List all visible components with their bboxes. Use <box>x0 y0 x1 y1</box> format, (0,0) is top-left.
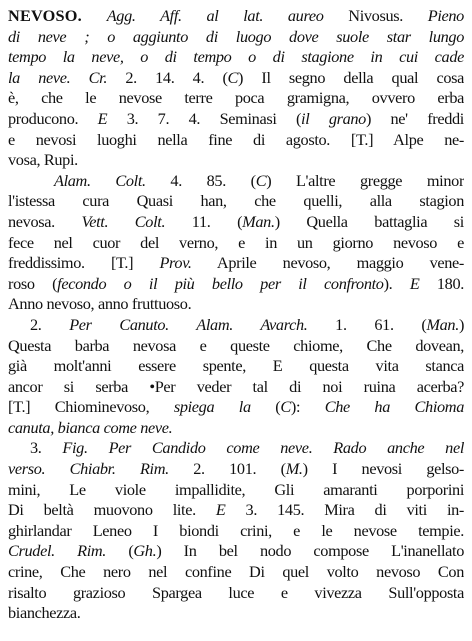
italic-text: Man. <box>242 211 275 231</box>
text-line <box>8 459 464 480</box>
text-segment: ancor si serba •Per veder tal di noi ruina acerba? <box>8 376 464 396</box>
italic-text: canuta, bianca come neve. <box>8 417 173 437</box>
text-segment: freddissimo. [T.] <box>8 253 160 273</box>
text-line <box>8 356 464 377</box>
text-line <box>8 191 464 212</box>
text-line <box>8 253 464 274</box>
text-segment: bianchezza. <box>8 603 81 623</box>
italic-text: Che ha Chioma <box>324 397 464 417</box>
italic-text: tempo la neve, o di tempo o di stagione in cui cade <box>8 47 464 67</box>
text-segment: ) Il segno della qual cosa <box>238 67 464 87</box>
text-line <box>8 562 464 583</box>
text-line <box>8 109 464 130</box>
text-segment: ) <box>458 314 464 334</box>
italic-text: C <box>227 67 239 87</box>
italic-text: Gh. <box>133 541 157 561</box>
text-line <box>8 274 464 295</box>
text-segment: [T.] Chiominevoso, <box>8 397 174 417</box>
italic-text: M. <box>285 459 303 479</box>
italic-text: Prov. <box>159 253 192 273</box>
text-segment: 3. <box>30 438 63 458</box>
text-segment: già molt'anni essere spente, E questa vita stanca <box>8 356 464 376</box>
text-line <box>8 233 464 254</box>
text-segment: roso ( <box>8 273 58 293</box>
text-line <box>8 603 464 624</box>
text-segment: ) Quella battaglia si <box>274 211 464 231</box>
italic-text: verso. Chiabr. Rim. <box>8 459 169 479</box>
text-segment: ) I nevosi gelso- <box>302 459 464 479</box>
text-segment: 11. ( <box>165 211 243 231</box>
text-segment: ghirlandar Leneo I biondi crini, e le nevose tempie. <box>8 520 464 540</box>
italic-text: Man. <box>426 314 459 334</box>
italic-text: C <box>280 397 291 417</box>
headword: NEVOSO. <box>8 6 82 25</box>
text-line <box>8 521 464 542</box>
text-segment: ) ne' freddi <box>365 108 464 128</box>
text-line <box>8 541 464 562</box>
text-line <box>8 397 464 418</box>
text-segment: vosa, Rupi. <box>8 150 78 170</box>
text-segment: ( <box>106 541 134 561</box>
italic-text: il grano <box>301 108 366 128</box>
text-segment: 2. 14. 4. ( <box>107 67 228 87</box>
italic-text: di neve ; o aggiunto di luogo dove suole star lungo <box>8 26 464 46</box>
text-segment: Anno nevoso, anno fruttuoso. <box>8 294 192 314</box>
italic-text: Alam. Colt. <box>54 170 146 190</box>
text-segment: 1. 61. ( <box>307 314 427 334</box>
italic-text: la neve. Cr. <box>8 67 108 87</box>
text-line <box>8 438 464 459</box>
text-segment: ) L'altre gregge minor <box>266 170 464 190</box>
text-segment: fece nel cuor del verno, e in un giorno nevoso e <box>8 232 464 252</box>
italic-text: Fig. Per Candido come neve. Rado anche nel <box>62 438 464 458</box>
text-segment: ): <box>290 397 325 417</box>
text-segment: ). <box>383 273 410 293</box>
text-line <box>8 480 464 501</box>
italic-text: Agg. Aff. al lat. aureo <box>106 6 324 25</box>
text-segment: Aprile nevoso, maggio vene- <box>191 253 464 273</box>
italic-text: Per Canuto. Alam. Avarch. <box>69 314 308 334</box>
text-segment: mini, Le viole impallidite, Gli amaranti porporini <box>8 479 464 499</box>
text-segment: Nivosus. <box>323 6 428 25</box>
text-line <box>8 315 464 336</box>
text-segment: è, che le nevose terre poca gramigna, ovvero erba <box>8 88 464 108</box>
text-line <box>8 6 464 27</box>
text-segment: Questa barba nevosa e queste chiome, Che dovean, <box>8 335 464 355</box>
italic-text: E <box>97 108 108 128</box>
text-line <box>8 583 464 604</box>
text-segment: 2. 101. ( <box>168 459 286 479</box>
text-segment: e nevosi luoghi nella fine di agosto. [T.] Alpe ne- <box>8 129 464 149</box>
text-line <box>8 88 464 109</box>
text-segment: 3. 7. 4. Seminasi ( <box>107 108 302 128</box>
text-line <box>8 68 464 89</box>
text-segment: crine, Che nero nel confine Di quel volto nevoso Con <box>8 562 464 582</box>
text-line <box>8 418 464 439</box>
text-segment: 180. <box>419 273 464 293</box>
text-line <box>8 171 464 192</box>
italic-text: E <box>409 273 420 293</box>
text-segment: 4. 85. ( <box>145 170 256 190</box>
text-segment: Di beltà muovono lite. <box>8 500 216 520</box>
italic-text: spiega la <box>173 397 251 417</box>
text-segment: producono. <box>8 108 98 128</box>
text-segment: ( <box>250 397 281 417</box>
italic-text: Pieno <box>427 6 464 25</box>
text-line <box>8 150 464 171</box>
text-segment <box>82 6 107 25</box>
italic-text: E <box>215 500 226 520</box>
text-line <box>8 47 464 68</box>
text-segment: 3. 145. Mira di viti in- <box>225 500 464 520</box>
italic-text: C <box>255 170 267 190</box>
text-segment: 2. <box>30 314 70 334</box>
text-segment: risalto grazioso Spargea luce e vivezza Sull'opposta <box>8 582 464 602</box>
text-line <box>8 27 464 48</box>
text-line <box>8 212 464 233</box>
text-line <box>8 130 464 151</box>
text-segment: nevosa. <box>8 211 82 231</box>
italic-text: fecondo o il più bello per il confronto <box>57 273 384 293</box>
text-line <box>8 294 464 315</box>
text-line <box>8 377 464 398</box>
text-segment: l'istessa cura Quasi han, che quelli, alla stagion <box>8 191 464 211</box>
text-segment: ) In bel nodo compose L'inanellato <box>156 541 464 561</box>
italic-text: Vett. Colt. <box>81 211 166 231</box>
text-line <box>8 336 464 357</box>
dictionary-entry-nevoso <box>8 6 464 624</box>
text-line <box>8 500 464 521</box>
italic-text: Crudel. Rim. <box>8 541 107 561</box>
